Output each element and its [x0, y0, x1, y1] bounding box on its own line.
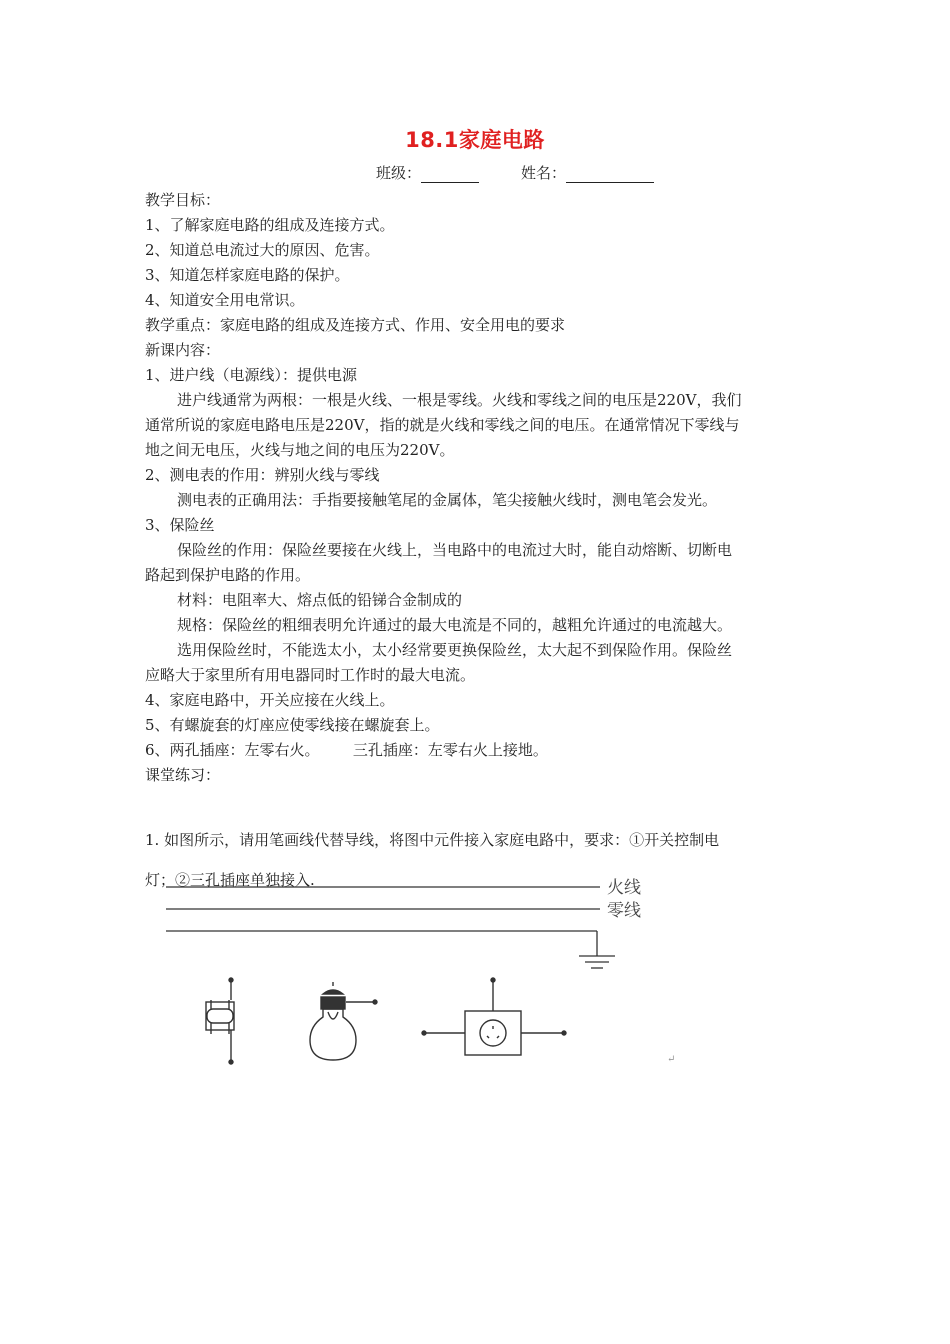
student-info-line: [376, 162, 654, 183]
name-blank[interactable]: [566, 167, 654, 183]
practice-heading: 课堂练习：: [145, 766, 221, 784]
three-hole-socket-symbol: [422, 978, 566, 1055]
paragraph-line: 保险丝的作用：保险丝要接在火线上，当电路中的电流过大时，能自动熔断、切断电: [177, 541, 733, 559]
paragraph-line: 地之间无电压，火线与地之间的电压为220V。: [145, 441, 455, 459]
neutral-label: 零线: [607, 901, 641, 921]
objectives-heading: 教学目标：: [145, 191, 221, 209]
live-label: 火线: [607, 878, 641, 898]
key-points: 教学重点：家庭电路的组成及连接方式、作用、安全用电的要求: [145, 316, 566, 334]
paragraph-line: 材料：电阻率大、熔点低的铅锑合金制成的: [177, 591, 463, 609]
paragraph-line: 规格：保险丝的粗细表明允许通过的最大电流是不同的，越粗允许通过的电流越大。: [177, 616, 733, 634]
section-heading: 5、有螺旋套的灯座应使零线接在螺旋套上。: [145, 716, 440, 734]
paragraph-line: 应略大于家里所有用电器同时工作时的最大电流。: [145, 666, 476, 684]
section-heading: 3、保险丝: [145, 516, 215, 534]
class-label: 班级：: [376, 164, 422, 182]
class-blank[interactable]: [421, 167, 479, 183]
objective-item: 4、知道安全用电常识。: [145, 291, 305, 309]
light-bulb-symbol: [310, 982, 377, 1060]
page-title: 18.1家庭电路: [405, 128, 545, 152]
objective-item: 1、了解家庭电路的组成及连接方式。: [145, 216, 395, 234]
lesson-content: [145, 188, 810, 788]
objective-item: 2、知道总电流过大的原因、危害。: [145, 241, 380, 259]
paragraph-line: 选用保险丝时，不能选太小，太小经常要更换保险丝，太大起不到保险作用。保险丝: [177, 641, 733, 659]
exercise-line: 1. 如图所示，请用笔画线代替导线，将图中元件接入家庭电路中，要求：①开关控制电: [145, 831, 720, 849]
name-label: 姓名：: [521, 164, 567, 182]
switch-symbol: [206, 978, 234, 1064]
circuit-diagram: [160, 876, 680, 1066]
paragraph-line: 路起到保护电路的作用。: [145, 566, 311, 584]
new-content-heading: 新课内容：: [145, 341, 221, 359]
section-heading: 6、两孔插座：左零右火。 三孔插座：左零右火上接地。: [145, 741, 548, 759]
return-mark: ↵: [667, 1054, 676, 1065]
paragraph-line: 测电表的正确用法：手指要接触笔尾的金属体，笔尖接触火线时，测电笔会发光。: [177, 491, 718, 509]
objective-item: 3、知道怎样家庭电路的保护。: [145, 266, 350, 284]
section-heading: 1、进户线（电源线）：提供电源: [145, 366, 358, 384]
paragraph-line: 通常所说的家庭电路电压是220V，指的就是火线和零线之间的电压。在通常情况下零线与: [145, 416, 740, 434]
paragraph-line: 进户线通常为两根：一根是火线、一根是零线。火线和零线之间的电压是220V，我们: [177, 391, 742, 409]
circuit-svg: [160, 876, 680, 1066]
section-heading: 2、测电表的作用：辨别火线与零线: [145, 466, 380, 484]
exercise-line: 灯；②三孔插座单独接入.: [145, 871, 315, 889]
section-heading: 4、家庭电路中，开关应接在火线上。: [145, 691, 395, 709]
